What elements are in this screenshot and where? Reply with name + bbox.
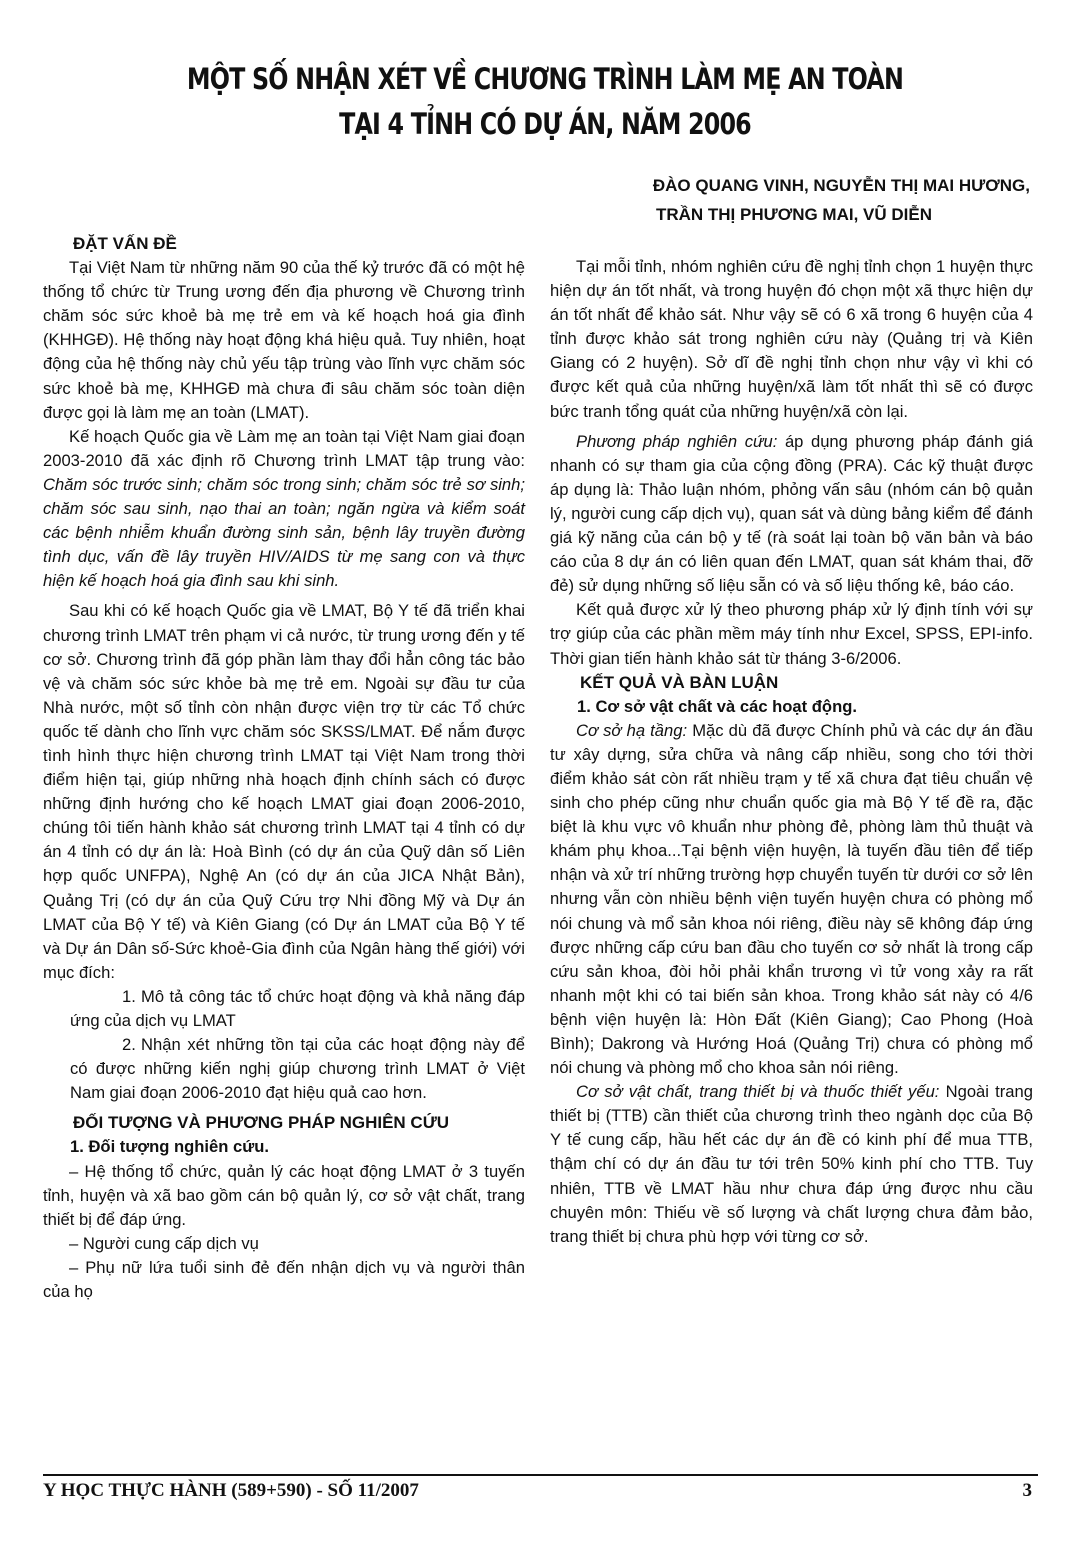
paragraph-italic-text: Chăm sóc trước sinh; chăm sóc trong sinh; chăm sóc trẻ sơ sinh; chăm sóc sau sinh, nạo thai an toàn; ngăn ngừa và kiểm soát các bệnh nhiễm khuẩn đường sinh sản, bệnh lây truyền đường tình dục, vấn đề lây truyền HIV/AIDS từ mẹ sang con và thực hiện kế hoạch hoá gia đình sau khi sinh. [43, 474, 525, 591]
paragraph [43, 425, 525, 594]
item-text: Nhận xét những tồn tại của các hoạt động này để có được những kiến nghị giúp chương trình LMAT ở Việt Nam giai đoạn 2006-2010 đạt hiệu quả cao hơn. [70, 1035, 525, 1103]
paragraph-text: Ngoài trang thiết bị (TTB) cần thiết của chương trình theo ngành dọc của Bộ Y tế cung cấp, hầu hết các dự án đề có kinh phí để mua TTB, thậm chí có dự án đầu tư tới trên 50% kinh phí cho TTB. Tuy nhiên, TTB về LMAT hầu như chưa đáp ứng được nhu cầu chuyên môn: Thiếu về số lượng và chất lượng chưa đảm bảo, trang thiết bị chưa phù hợp với từng cơ sở. [550, 1082, 1033, 1246]
numbered-item [43, 1033, 525, 1105]
paragraph [550, 430, 1033, 599]
subsection-heading: 1. Đối tượng nghiên cứu. [70, 1137, 269, 1157]
section-heading-intro: ĐẶT VẤN ĐỀ [73, 234, 177, 253]
paragraph-italic-text: Cơ sở vật chất, trang thiết bị và thuốc thiết yếu: [576, 1082, 940, 1102]
paragraph: Sau khi có kế hoạch Quốc gia về LMAT, Bộ Y tế đã triển khai chương trình LMAT trên phạm vi cả nước, từ trung ương đến y tế cơ sở. Chương trình đã góp phần làm thay đổi hẳn công tác bảo vệ và chăm sóc sức khỏe bà mẹ trẻ em. Ngoài sự đầu tư của Nhà nước, một số tỉnh còn nhận được viện trợ từ các Tổ chức quốc tế dành cho lĩnh vực chăm sóc SKSS/LMAT. Để nắm được tình hình thực hiện chương trình LMAT tại Việt Nam trong thời điểm hiện tại, giúp những nhà hoạch định chính sách có được những định hướng cho kế hoạch LMAT giai đoạn 2006-2010, chúng tôi tiến hành khảo sát chương trình LMAT tại 4 tỉnh có dự án 4 tỉnh có dự án là: Hoà Bình (có dự án của Quỹ dân số Liên hợp quốc UNFPA), Nghệ An (có dự án của JICA Nhật Bản), Quảng Trị (có dự án của Quỹ Cứu trợ Nhi đồng Mỹ và Dự án LMAT của Bộ Y tế) và Kiên Giang (có Dự án LMAT của Bộ Y tế và Dự án Dân số-Sức khoẻ-Gia đình của Ngân hàng thế giới) với mục đích: [43, 601, 525, 982]
left-column [43, 232, 525, 1304]
journal-citation: Y HỌC THỰC HÀNH (589+590) - SỐ 11/2007 [43, 1480, 419, 1501]
item-number: 1. [122, 986, 136, 1006]
article-title-line-2: TẠI 4 TỈNH CÓ DỰ ÁN, NĂM 2006 [339, 107, 751, 141]
paragraph: Tại Việt Nam từ những năm 90 của thế kỷ trước đã có một hệ thống tổ chức từ Trung ương đến địa phương về Chương trình chăm sóc sức khoẻ bà mẹ trẻ em và kế hoạch hoá gia đình (KHHGĐ). Hệ thống này hoạt động khá hiệu quả. Tuy nhiên, hoạt động của hệ thống này chủ yếu tập trùng vào lĩnh vực chăm sóc sức khoẻ bà mẹ, KHHGĐ mà chưa đi sâu chăm sóc toàn diện được gọi là làm mẹ an toàn (LMAT). [43, 258, 525, 422]
list-item: – Phụ nữ lứa tuổi sinh đẻ đến nhận dịch vụ và người thân của họ [43, 1257, 525, 1302]
article-title-line-1: MỘT SỐ NHẬN XÉT VỀ CHƯƠNG TRÌNH LÀM MẸ AN TOÀN [186, 62, 904, 96]
footer-divider [43, 1474, 1038, 1476]
paragraph [550, 1080, 1033, 1249]
list-item: – Người cung cấp dịch vụ [69, 1233, 259, 1253]
item-number: 2. [122, 1035, 136, 1055]
paragraph [550, 719, 1033, 1080]
item-text: Mô tả công tác tổ chức hoạt động và khả năng đáp ứng của dịch vụ LMAT [70, 986, 525, 1030]
list-item: – Hệ thống tổ chức, quản lý các hoạt động LMAT ở 3 tuyến tỉnh, huyện và xã bao gồm cán bộ quản lý, cơ sở vật chất, trang thiết bị để đáp ứng. [43, 1161, 525, 1229]
paragraph-italic-text: Phương pháp nghiên cứu: [576, 431, 778, 451]
section-heading-results: KẾT QUẢ VÀ BÀN LUẬN [580, 672, 779, 692]
authors-line-1: ĐÀO QUANG VINH, NGUYỄN THỊ MAI HƯƠNG, [652, 176, 1030, 195]
subsection-heading: 1. Cơ sở vật chất và các hoạt động. [577, 696, 857, 716]
page-number: 3 [1022, 1480, 1032, 1501]
numbered-item [43, 985, 525, 1033]
paragraph-text: Kế hoạch Quốc gia về Làm mẹ an toàn tại Việt Nam giai đoạn 2003-2010 đã xác định rõ Chương trình LMAT tập trung vào: [43, 426, 525, 470]
paragraph-italic-text: Cơ sở hạ tầng: [576, 720, 688, 740]
section-heading-methods: ĐỐI TƯỢNG VÀ PHƯƠNG PHÁP NGHIÊN CỨU [73, 1113, 450, 1133]
authors-line-2: TRẦN THỊ PHƯƠNG MAI, VŨ DIỄN [655, 205, 932, 224]
paragraph-text: Mặc dù đã được Chính phủ và các dự án đầu tư xây dựng, sửa chữa và nâng cấp nhiều, song cho tới thời điểm khảo sát còn rất nhiều trạm y tế xã chưa đạt tiêu chuẩn vệ sinh cho phép cũng như chuẩn quốc gia mà Bộ Y tế đề ra, đặc biệt là khu vực vô khuẩn như phòng đẻ, phòng làm thủ thuật và khám phụ khoa...Tại bệnh viện huyện, là tuyến đầu tiên để tiếp nhận và xử trí những trường hợp chuyển tuyến từ dưới cơ sở lên nhưng vẫn còn nhiều bệnh viện tuyến huyện chưa có phòng mổ nói chung và mổ sản khoa nói riêng, điều này sẽ không đáp ứng được những cấp cứu ban đầu cho tuyến cơ sở nhất là trong cấp cứu sản khoa, đòi hỏi phải khẩn trương vì tử vong xảy ra rất nhanh một khi có tai biến sản khoa. Trong khảo sát này có 4/6 bệnh viện huyện là: Hòn Đất (Kiên Giang); Cao Phong (Hoà Bình); Dakrong và Hướng Hoá (Quảng Trị) chưa có phòng mổ nói chung và phòng mổ cho khoa sản nói riêng. [550, 720, 1033, 1078]
paragraph-text: áp dụng phương pháp đánh giá nhanh có sự tham gia của cộng đồng (PRA). Các kỹ thuật được áp dụng là: Thảo luận nhóm, phỏng vấn sâu (nhóm cán bộ quản lý, người cung cấp dịch vụ), quan sát và dùng bảng kiểm để đánh giá kỹ năng của cán bộ y tế (rà soát lại toàn bộ văn bản và báo cáo của 8 dự án có liên quan đến LMAT, quan sát khám thai, đỡ đẻ) sử dụng những số liệu sẵn có và số liệu thống kê, báo cáo. [550, 431, 1033, 596]
right-column [550, 255, 1033, 1249]
paragraph: Tại mỗi tỉnh, nhóm nghiên cứu đề nghị tỉnh chọn 1 huyện thực hiện dự án tốt nhất, và trong huyện đó chọn một xã thực hiện dự án tốt nhất để khảo sát. Như vậy sẽ có 6 xã trong 6 huyện của 4 tỉnh được khảo sát trong nghiên cứu này (Quảng trị và Kiên Giang có 2 huyện). Sở dĩ đề nghị tỉnh chọn như vậy vì khi có được kết quả của những huyện/xã làm tốt nhất thì sẽ có được bức tranh tổng quát của những huyện/xã còn lại. [550, 257, 1033, 421]
paragraph: Kết quả được xử lý theo phương pháp xử lý định tính với sự trợ giúp của các phần mềm máy tính như Excel, SPSS, EPI-info. Thời gian tiến hành khảo sát từ tháng 3-6/2006. [550, 600, 1033, 668]
